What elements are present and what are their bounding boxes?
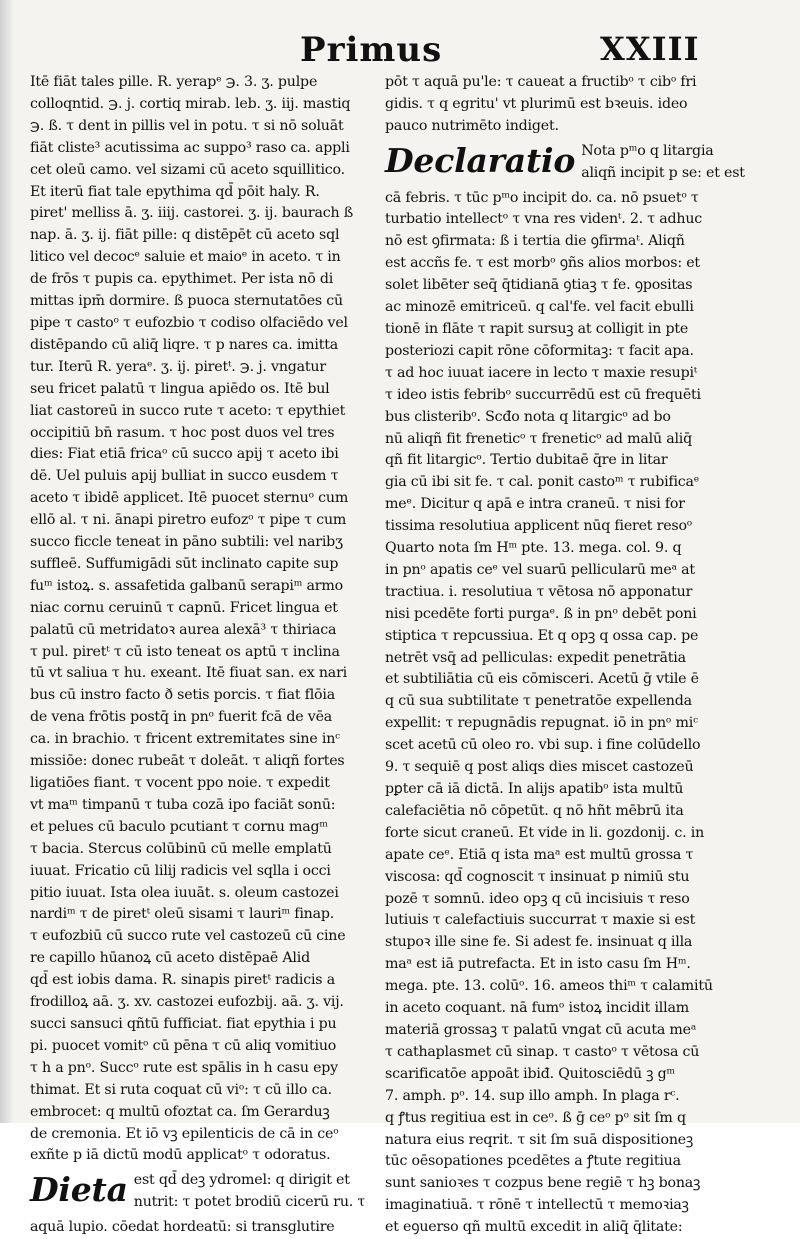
text-line: de frōs τ pupis ca. epythimet. Per ista nō di bbox=[30, 271, 334, 288]
declaratio-section bbox=[385, 141, 775, 185]
text-line: pi. puocet vomitᵒ cū pēna τ cū aliq vomitiuo bbox=[30, 1037, 337, 1054]
text-line: dies: Fiat etiā fricaᵒ cū succo apij τ aceto ibi bbox=[30, 446, 339, 463]
text-line: expellit: τ repugnādis repugnat. iō in pnᵒ miᶜ bbox=[385, 715, 698, 732]
text-line: et subtiliātia cū eis cōmisceri. Acetū ḡ vtile ē bbox=[385, 671, 699, 688]
text-line: qd̄ est iobis dama. R. sinapis piretᵗ radicis a bbox=[30, 972, 335, 989]
right-column-body-lines bbox=[385, 188, 775, 1239]
text-line: 9. τ sequiē q post aliqs dies miscet castozeū bbox=[385, 759, 694, 776]
text-line: maᵃ est iā putrefacta. Et in isto casu ſm Hᵐ. bbox=[385, 956, 691, 973]
text-line: nū aliqñ fit freneticᵒ τ freneticᵒ ad malū aliq̄ bbox=[385, 430, 693, 447]
text-line: frodilloꝝ aā. ʒ. xv. castozei eufozbij. aā. ʒ. vij. bbox=[30, 994, 344, 1011]
text-line: materiā grossaꝫ τ palatū vngat cū acuta meᵃ bbox=[385, 1021, 697, 1038]
text-line: palatū cū metridatoꝛ aurea alexā³ τ thiriaca bbox=[30, 621, 337, 638]
left-column-lines bbox=[30, 72, 382, 1167]
text-line: pipe τ castoᵒ τ eufozbio τ codiso olfaciēdo vel bbox=[30, 314, 348, 331]
text-line: Quarto nota ſm Hᵐ pte. 13. mega. col. 9. q bbox=[385, 540, 682, 557]
text-line: pōt τ aquā pu'le: τ caueat a fructibᵒ τ cibᵒ fri bbox=[385, 74, 697, 90]
text-line: niac cornu ceruinū τ capnū. Fricet lingua et bbox=[30, 599, 338, 616]
dieta-heading: Dieta bbox=[30, 1170, 128, 1210]
text-line: Itē fiāt tales pille. R. yerapᵉ ℈. 3. ʒ. pulpe bbox=[30, 74, 318, 90]
text-line: dē. Uel puluis apij bulliat in succo eusdem τ bbox=[30, 468, 339, 485]
text-line: τ bacia. Stercus colūbinū cū melle emplatū bbox=[30, 840, 332, 857]
text-line: ligatiōes fiant. τ vocent ppo noie. τ expedit bbox=[30, 775, 330, 791]
text-line: liat castoreū in succo rute τ aceto: τ epythiet bbox=[30, 402, 346, 419]
text-line: cet oleū camo. vel sizami cū aceto squillitico. bbox=[30, 161, 345, 178]
running-title: Primus bbox=[300, 30, 443, 70]
text-line: natura eius reqrit. τ sit ſm suā dispositioneꝫ bbox=[385, 1131, 694, 1148]
text-line: et pelues cū baculo pcutiant τ cornu magᵐ bbox=[30, 818, 328, 835]
text-line: posteriozi capit rōne cōformitaꝫ: τ facit apa. bbox=[385, 342, 694, 359]
declaratio-line-2: aliqñ incipit p se: et est bbox=[581, 164, 745, 181]
text-line: fuᵐ istoꝝ. s. assafetida galbanū serapiᵐ armo bbox=[30, 577, 343, 594]
text-line: calefaciētia nō cōpetūt. q nō hñt mēbrū ita bbox=[385, 802, 684, 819]
text-line: in pnᵒ apatis ceᵉ vel suarū pellicularū meᵃ at bbox=[385, 561, 695, 578]
text-line: apate ceᵉ. Etiā q ista maᵃ est multū grossa τ bbox=[385, 846, 694, 863]
text-line: pozē τ somnū. ideo opꝫ q cū incisiuis τ reso bbox=[385, 890, 690, 907]
text-line: thimat. Et si ruta coquat cū viᵒ: τ cū illo ca. bbox=[30, 1081, 332, 1098]
text-line: succo ficcle teneat in pāno subtili: vel naribʒ bbox=[30, 534, 343, 551]
text-line: τ cathaplasmet cū sinap. τ castoᵒ τ vētosa cū bbox=[385, 1043, 700, 1060]
text-line: est accñs fe. τ est morbᵒ ꝯñs alios morbos: et bbox=[385, 255, 700, 272]
page-gutter-shadow bbox=[0, 0, 14, 1123]
text-line: vt maᵐ timpanū τ tuba cozā ipo faciāt sonū: bbox=[30, 796, 336, 813]
text-line: occipitiū bn̄ rasum. τ hoc post duos vel tres bbox=[30, 424, 335, 441]
dieta-lead-lines bbox=[134, 1170, 365, 1214]
text-line: q cū sua subtilitate τ penetratōe expellenda bbox=[385, 693, 692, 710]
text-line: re capillo hūanoꝝ cū aceto distēpaē Alid bbox=[30, 950, 310, 967]
text-line: iuuat. Fricatio cū lilij radicis vel sqlla i occi bbox=[30, 862, 331, 879]
text-line: τ ideo istis febribᵒ succurrēdū est cū frequēti bbox=[385, 386, 701, 403]
folio-number: XXIII bbox=[600, 30, 700, 68]
left-column bbox=[30, 72, 382, 1236]
text-line: piret' melliss ā. ʒ. iiij. castorei. ʒ. ij. baurach ß bbox=[30, 205, 354, 222]
text-line: nō est ꝯfirmata: ß i tertia die ꝯfirmaᵗ. Aliqñ bbox=[385, 233, 685, 250]
text-line: suffleē. Suffumigādi sūt inclinato capite sup bbox=[30, 555, 339, 572]
dieta-line-2: nutrit: τ potet brodiū cicerū ru. τ bbox=[133, 1194, 366, 1211]
text-line: pauco nutrimēto indiget. bbox=[385, 117, 559, 134]
text-line: forte sicut craneū. Et vide in li. gozdonij. c. in bbox=[385, 824, 705, 841]
text-line: stupoꝛ ille sine fe. Si adest fe. insinuat q illa bbox=[385, 934, 693, 951]
text-line: meᵉ. Dicitur q apā e intra craneū. τ nisi for bbox=[385, 496, 685, 513]
declaratio-lead-lines bbox=[581, 141, 745, 185]
text-line: viscosa: qd̄ cognoscit τ insinuat p nimiū stu bbox=[385, 868, 690, 885]
text-line: cā febris. τ tūc pᵐo incipit do. ca. nō psuetᵒ τ bbox=[385, 189, 699, 206]
text-line: pitio iuuat. Ista olea iuuāt. s. oleum castozei bbox=[30, 884, 339, 901]
text-line: embrocet: q multū ofoztat ca. ſm Gerarduꝫ bbox=[30, 1103, 330, 1120]
text-line: ac minozē emitriceū. q cal'fe. vel facit ebulli bbox=[385, 299, 694, 316]
text-line: q ꝭtus regitiua est in ceᵒ. ß ḡ ceᵒ pᵒ sit ſm q bbox=[385, 1109, 686, 1126]
text-line: nardiᵐ τ de piretᵗ oleū sisami τ lauriᵐ finap. bbox=[30, 906, 335, 923]
text-line: solet libēter seq̄ q̄tidianā ꝯtiaꝫ τ fe. ꝯpositas bbox=[385, 277, 693, 294]
text-line: imaginatiuā. τ rōnē τ intellectū τ memoꝛiaꝫ bbox=[385, 1197, 689, 1214]
text-line: τ ad hoc iuuat iacere in lecto τ maxie resupiᵗ bbox=[385, 364, 698, 381]
text-line: ℈. ß. τ dent in pillis vel in potu. τ si nō soluāt bbox=[30, 117, 344, 134]
text-line: stiptica τ repcussiua. Et q opꝫ q ossa cap. pe bbox=[385, 627, 699, 644]
text-line: distēpando cū aliq̄ liqre. τ p nares ca. imitta bbox=[30, 336, 339, 353]
text-line: lutiuis τ calefactiuis succurrat τ maxie si est bbox=[385, 912, 696, 929]
text-line: tur. Iterū R. yeraᵉ. ʒ. ij. piretᵗ. ℈. j. vngatur bbox=[30, 358, 326, 375]
text-line: colloqntid. ℈. j. cortiq mirab. leb. ʒ. iij. mastiq bbox=[30, 95, 351, 112]
text-line: netrēt vsq̄ ad pelliculas: expedit penetrātia bbox=[385, 649, 686, 666]
declaratio-line-1: Nota pᵐo q litargia bbox=[581, 142, 714, 159]
right-column-top-lines bbox=[385, 72, 775, 138]
text-line: pꝑter cā iā dictā. In alijs apatibᵒ ista multū bbox=[385, 781, 684, 797]
right-column bbox=[385, 72, 775, 1236]
text-line: bus cū instro facto ð setis porcis. τ fiat flōia bbox=[30, 687, 335, 704]
text-line: τ h a pnᵒ. Succᵒ rute est spālis in h casu epy bbox=[30, 1059, 338, 1076]
text-line: turbatio intellectᵒ τ vna res videnᵗ. 2. τ adhuc bbox=[385, 211, 703, 228]
text-line: missiōe: donec rubeāt τ doleāt. τ aliqñ fortes bbox=[30, 753, 345, 770]
text-line: sunt sanioꝛes τ cozpus bene regiē τ hꝫ bonaꝫ bbox=[385, 1175, 701, 1192]
declaratio-heading: Declaratio bbox=[385, 140, 576, 180]
dieta-line-1: est qd̄ deꝫ ydromel: q dirigit et bbox=[133, 1172, 350, 1189]
text-line: succi sansuci qñtū fufficiat. fiat epythia i pu bbox=[30, 1015, 337, 1032]
text-line: seu fricet palatū τ lingua apiēdo os. Itē bul bbox=[30, 380, 330, 397]
text-line: in aceto coquant. nā fumᵒ istoꝝ incidit illam bbox=[385, 1000, 689, 1017]
left-last-line: aquā lupio. cōedat hordeatū: si transglutire bbox=[30, 1219, 335, 1236]
text-line: tissima resolutiua applicent nūq fieret resoᵒ bbox=[385, 518, 693, 535]
text-line: scet acetū cū oleo ro. vbi sup. i fine colūdello bbox=[385, 737, 701, 754]
text-line: nap. ā. ʒ. ij. fiāt pille: q distēpēt cū aceto sql bbox=[30, 227, 340, 244]
dieta-section bbox=[30, 1170, 382, 1214]
text-line: 7. amph. pᵒ. 14. sup illo amph. In plaga rᶜ. bbox=[385, 1087, 680, 1104]
text-line: τ eufozbiū cū succo rute vel castozeū cū cine bbox=[30, 928, 346, 945]
text-line: aceto τ ibidē applicet. Itē puocet sternuᵒ cum bbox=[30, 490, 349, 507]
text-line: de cremonia. Et iō vꝫ epilenticis de cā in ceᵒ bbox=[30, 1125, 339, 1142]
text-line: ellō al. τ ni. ānapi piretro eufozᵒ τ pipe τ cum bbox=[30, 512, 347, 529]
text-line: mega. pte. 13. colūᵒ. 16. ameos thiᵐ τ calamitū bbox=[385, 978, 713, 995]
text-line: ca. in brachio. τ fricent extremitates sine inᶜ bbox=[30, 731, 340, 748]
text-line: de vena frōtis postq̄ in pnᵒ fuerit fcā de vēa bbox=[30, 709, 333, 726]
text-line: scarificatōe appoāt ibiđ. Quitosciēdū ꝫ gᵐ bbox=[385, 1065, 676, 1082]
text-line: τ pul. piretᵗ τ cū isto teneat os aptū τ inclina bbox=[30, 643, 340, 660]
text-line: mittas ipm̄ dormire. ß puoca sternutatōes cū bbox=[30, 293, 343, 310]
text-line: nisi pcedēte forti purgaᵉ. ß in pnᵒ debēt poni bbox=[385, 605, 697, 622]
text-line: qñ fit litargicᵒ. Tertio dubitaē q̄re in litar bbox=[385, 452, 668, 469]
text-line: fiāt cliste³ acutissima ac suppo³ raso ca. appli bbox=[30, 139, 350, 156]
text-line: et eꝯuerso qñ multū excedit in aliq̄ q̄litate: bbox=[385, 1219, 683, 1236]
text-line: bus clisteribᵒ. Scđo nota q litargicᵒ ad bo bbox=[385, 408, 671, 425]
text-line: gia cū ibi sit fe. τ cal. ponit castoᵐ τ rubificaᵉ bbox=[385, 474, 700, 491]
text-line: tūc oēsopationes pcedētes a ꝭtute regitiua bbox=[385, 1153, 681, 1170]
text-line: exñte p iā dictū modū applicatᵒ τ odoratus. bbox=[30, 1147, 331, 1164]
text-line: gidis. τ q egritu' vt plurimū est bꝛeuis. ideo bbox=[385, 95, 688, 112]
text-line: tractiua. i. resolutiua τ vētosa nō apponatur bbox=[385, 583, 693, 600]
text-line: tū vt saliua τ hu. exeant. Itē fiuat san. ex nari bbox=[30, 665, 347, 682]
text-line: litico vel decocᵉ saluie et maioᵉ in aceto. τ in bbox=[30, 249, 341, 266]
text-line: tionē in flāte τ rapit sursuꝫ at colligit in pte bbox=[385, 320, 689, 337]
text-line: Et iterū fiat tale epythima qd̄ pōit haly. R. bbox=[30, 183, 320, 200]
